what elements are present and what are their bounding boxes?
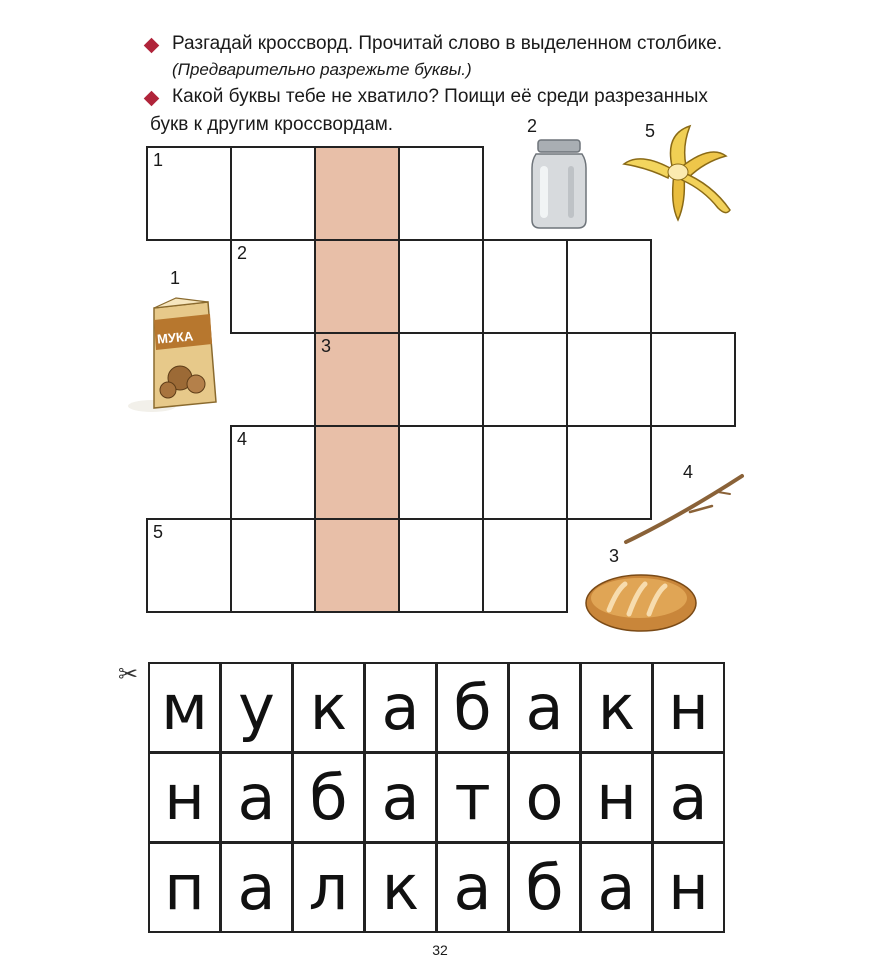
crossword-cell[interactable] <box>398 518 484 613</box>
letter-card[interactable]: а <box>220 752 293 843</box>
crossword-cell-highlighted[interactable] <box>314 425 400 520</box>
letter-card[interactable]: б <box>292 752 365 843</box>
letter-card[interactable]: м <box>148 662 221 753</box>
crossword-cell[interactable] <box>230 146 316 241</box>
crossword-cell[interactable] <box>398 239 484 334</box>
crossword-cell-highlighted[interactable] <box>314 239 400 334</box>
letter-card[interactable]: а <box>364 662 437 753</box>
letter-card[interactable]: а <box>508 662 581 753</box>
instruction-line-4: букв к другим кроссвордам. <box>150 114 394 135</box>
clue-number-2: 2 <box>237 243 248 263</box>
jar-icon <box>528 138 590 230</box>
crossword-cell[interactable] <box>650 332 736 427</box>
letter-card[interactable]: л <box>292 842 365 933</box>
banana-peel-icon <box>620 124 735 222</box>
letter-card[interactable]: а <box>436 842 509 933</box>
instruction-line-1: Разгадай кроссворд. Прочитай слово в выделенном столбике. <box>148 32 722 56</box>
crossword-cell[interactable] <box>398 146 484 241</box>
letter-card[interactable]: п <box>148 842 221 933</box>
instruction-line-2: (Предварительно разрежьте буквы.) <box>172 60 472 79</box>
page-number: 32 <box>432 942 448 958</box>
letter-card[interactable]: а <box>580 842 653 933</box>
crossword-cell[interactable] <box>566 332 652 427</box>
banana-label: 5 <box>645 121 656 141</box>
crossword-cell[interactable] <box>230 239 316 334</box>
clue-number-1: 1 <box>153 150 164 170</box>
bread-label: 3 <box>609 546 620 566</box>
crossword-cell-highlighted[interactable] <box>314 146 400 241</box>
letter-card[interactable]: у <box>220 662 293 753</box>
crossword-cell[interactable] <box>230 425 316 520</box>
letter-card[interactable]: а <box>220 842 293 933</box>
crossword-cell[interactable] <box>146 518 232 613</box>
clue-number-3: 3 <box>321 336 332 356</box>
stick-icon <box>620 470 750 550</box>
letter-card[interactable]: н <box>148 752 221 843</box>
crossword-cell[interactable] <box>482 425 568 520</box>
flour-bag-icon <box>124 294 226 414</box>
clue-number-4: 4 <box>237 429 248 449</box>
flour-label: 1 <box>170 268 181 288</box>
stick-label: 4 <box>683 462 694 482</box>
crossword-cell[interactable] <box>398 332 484 427</box>
letter-card[interactable]: н <box>652 662 725 753</box>
bread-loaf-icon <box>583 570 699 634</box>
letter-card[interactable]: а <box>652 752 725 843</box>
letter-card[interactable]: н <box>652 842 725 933</box>
instruction-line-3: Какой буквы тебе не хватило? Поищи её среди разрезанных <box>148 85 708 109</box>
letter-card[interactable]: о <box>508 752 581 843</box>
letter-card[interactable]: а <box>364 752 437 843</box>
crossword-cell[interactable] <box>482 239 568 334</box>
letter-card[interactable]: т <box>436 752 509 843</box>
jar-label: 2 <box>527 116 538 136</box>
crossword-cell[interactable] <box>146 146 232 241</box>
scissors-icon: ✂ <box>118 661 139 688</box>
crossword-cell-highlighted[interactable] <box>314 332 400 427</box>
letter-card[interactable]: к <box>580 662 653 753</box>
clue-number-5: 5 <box>153 522 164 542</box>
letter-card[interactable]: б <box>436 662 509 753</box>
letter-card[interactable]: б <box>508 842 581 933</box>
letter-card[interactable]: к <box>292 662 365 753</box>
letter-card[interactable]: к <box>364 842 437 933</box>
crossword-cell[interactable] <box>482 332 568 427</box>
crossword-cell[interactable] <box>482 518 568 613</box>
crossword-cell[interactable] <box>230 518 316 613</box>
flour-bag-text: МУКА <box>156 328 194 347</box>
crossword-cell[interactable] <box>398 425 484 520</box>
crossword-cell-highlighted[interactable] <box>314 518 400 613</box>
letter-card[interactable]: н <box>580 752 653 843</box>
crossword-cell[interactable] <box>566 239 652 334</box>
